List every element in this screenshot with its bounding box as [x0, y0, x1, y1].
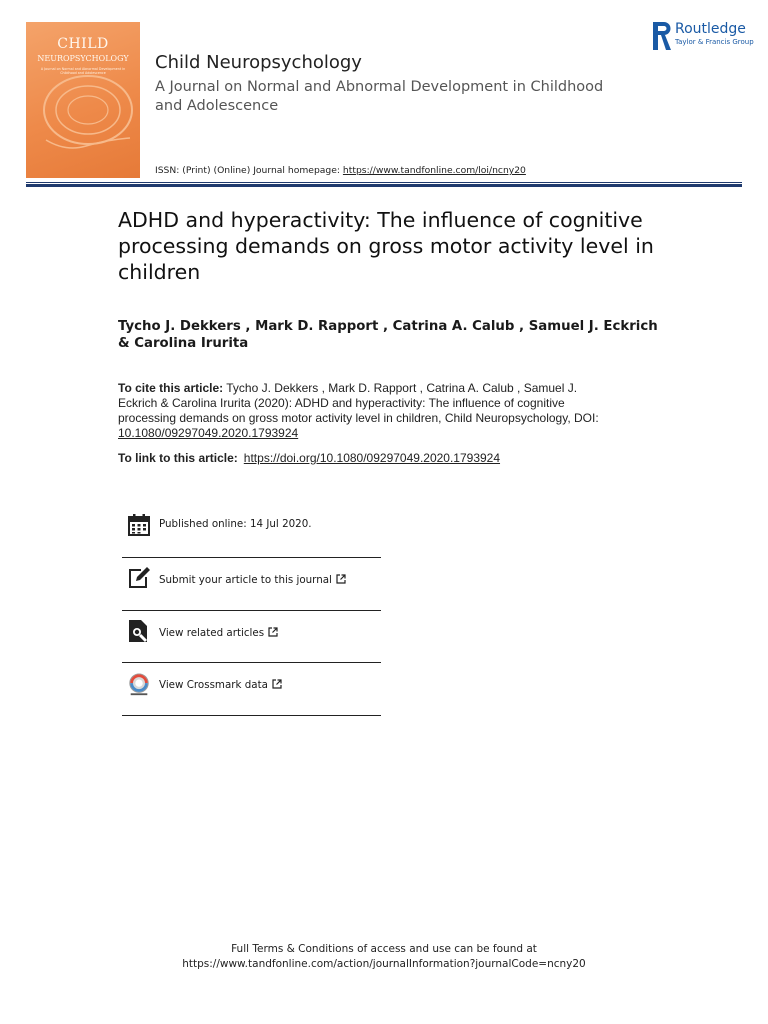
edit-icon [127, 566, 151, 590]
journal-title: Child Neuropsychology [155, 52, 362, 73]
footer-terms-text: Full Terms & Conditions of access and use can be found at [231, 943, 537, 955]
link-label: To link to this article: [118, 451, 238, 465]
citation-block [118, 381, 618, 441]
journal-subtitle: A Journal on Normal and Abnormal Development in Childhood and Adolescence [155, 79, 604, 114]
issn-text: ISSN: (Print) (Online) Journal homepage: [155, 165, 343, 176]
cover-title: CHILD [57, 36, 109, 52]
publisher-name: Routledge [675, 21, 746, 37]
footer-terms-url[interactable]: https://www.tandfonline.com/action/journalInformation?journalCode=ncny20 [182, 958, 586, 970]
journal-cover [26, 22, 140, 178]
divider [122, 715, 381, 716]
external-link-icon [268, 627, 278, 637]
submit-article-row[interactable] [122, 558, 381, 610]
published-row [122, 500, 381, 552]
citation-text: Tycho J. Dekkers , Mark D. Rapport , Catrina A. Calub , Samuel J. Eckrich & Carolina Irurita (2020): ADHD and hyperactivity: The influence of cognitive processing demands on gross motor activity level in children, Child Neuropsychology, DOI: [118, 381, 599, 425]
header-rule-thick [26, 184, 742, 187]
crossmark-row[interactable] [122, 663, 381, 715]
journal-homepage-link[interactable]: https://www.tandfonline.com/loi/ncny20 [342, 165, 526, 176]
related-articles-link[interactable] [159, 627, 278, 639]
calendar-icon [127, 513, 151, 537]
cover-title-2: NEUROPSYCHOLOGY [37, 54, 129, 63]
submit-article-label: Submit your article to this journal [159, 574, 332, 586]
routledge-r-icon [653, 22, 671, 50]
citation-label: To cite this article: [118, 381, 224, 395]
article-link-line [118, 451, 500, 465]
external-link-icon [272, 679, 282, 689]
published-date: Published online: 14 Jul 2020. [159, 518, 312, 530]
crossmark-link[interactable] [159, 679, 282, 691]
cover-subtitle: A Journal on Normal and Abnormal Development in Childhood and Adolescence [40, 67, 126, 75]
article-title: ADHD and hyperactivity: The influence of cognitive processing demands on gross motor activity level in children [118, 208, 654, 284]
external-link-icon [336, 574, 346, 584]
related-articles-row[interactable] [122, 611, 381, 663]
related-articles-label: View related articles [159, 627, 265, 639]
crossmark-icon [127, 673, 151, 697]
document-search-icon [127, 619, 151, 643]
submit-article-link[interactable] [159, 574, 346, 586]
article-doi-link[interactable]: https://doi.org/10.1080/09297049.2020.1793924 [243, 451, 501, 465]
header-rule-thin [26, 182, 742, 183]
issn-line [155, 165, 526, 176]
footer [0, 942, 768, 972]
crossmark-label: View Crossmark data [159, 679, 268, 691]
article-authors: Tycho J. Dekkers , Mark D. Rapport , Catrina A. Calub , Samuel J. Eckrich & Carolina Irurita [118, 319, 658, 351]
citation-doi-link[interactable]: 10.1080/09297049.2020.1793924 [118, 426, 299, 440]
publisher-group: Taylor & Francis Group [675, 38, 754, 46]
